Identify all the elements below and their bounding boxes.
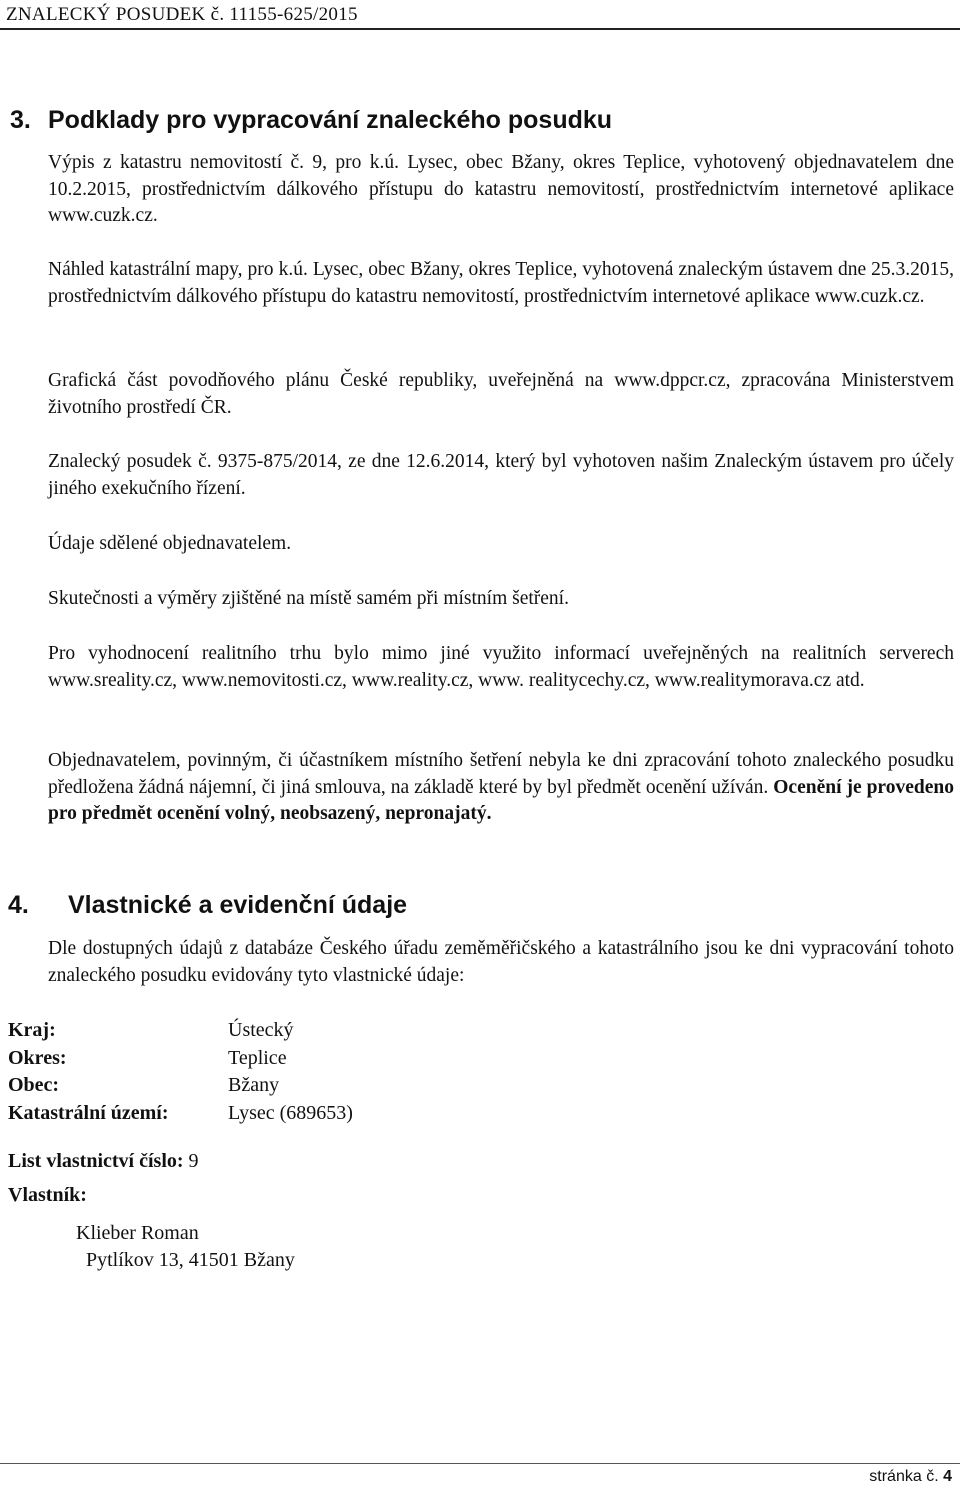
info-row-municipality (8, 1072, 353, 1100)
info-value: Teplice (228, 1046, 287, 1069)
section-4-number: 4. (8, 891, 29, 919)
info-value: Bžany (228, 1074, 280, 1096)
section-4-heading (8, 891, 407, 920)
info-row-district (8, 1045, 353, 1073)
paragraph-prior-report: Znalecký posudek č. 9375-875/2014, ze dne 12.6.2014, který byl vyhotoven našim Znaleckým ústavem pro účely jiného exekučního řízení. (48, 451, 954, 499)
ownership-sheet-label: List vlastnictví číslo: (8, 1150, 184, 1172)
document-title: ZNALECKÝ POSUDEK č. 11155-625/2015 (6, 4, 358, 25)
paragraph-katastr-extract: Výpis z katastru nemovitostí č. 9, pro k.ú. Lysec, obec Bžany, okres Teplice, vyhotovený objednavatelem dne 10.2.2015, prostřednictvím dálkového přístupu do katastru nemovitostí, prostřednictvím internetové aplikace www.cuzk.cz. (48, 152, 954, 226)
ownership-sheet-number (8, 1150, 199, 1173)
page-number (869, 1468, 952, 1486)
paragraph-flood-plan: Grafická část povodňového plánu České republiky, uveřejněná na www.dppcr.cz, zpracována Ministerstvem životního prostředí ČR. (48, 370, 954, 418)
paragraph-lease-statement (48, 748, 954, 828)
info-label: Obec: (8, 1074, 60, 1096)
section-3-title: Podklady pro vypracování znaleckého posudku (48, 106, 613, 134)
page-header (0, 0, 960, 30)
info-row-cadastral-area (8, 1100, 353, 1128)
page-number-label: stránka č. (869, 1468, 939, 1485)
info-row-region (8, 1017, 353, 1045)
section-3-number: 3. (10, 106, 31, 134)
footer-divider (0, 1463, 960, 1464)
paragraph-map-preview: Náhled katastrální mapy, pro k.ú. Lysec, obec Bžany, okres Teplice, vyhotovená znaleckým ústavem dne 25.3.2015, prostřednictvím dálkového přístupu do katastru nemovitostí, prostřednictvím internetové aplikace www.cuzk.cz. (48, 259, 954, 307)
info-value: Ústecký (228, 1019, 294, 1041)
info-label: Okres: (8, 1046, 67, 1069)
section-3-heading (10, 106, 612, 135)
page-number-value: 4 (943, 1468, 952, 1485)
paragraph-client-data: Údaje sdělené objednavatelem. (48, 533, 292, 554)
owner-label: Vlastník: (8, 1184, 87, 1206)
paragraph-ownership-intro: Dle dostupných údajů z databáze Českého úřadu zeměměřičského a katastrálního jsou ke dni vypracování tohoto znaleckého posudku evidovány tyto vlastnické údaje: (48, 938, 954, 986)
info-value: Lysec (689653) (228, 1101, 353, 1124)
owner-address: Pytlíkov 13, 41501 Bžany (86, 1249, 295, 1271)
info-label: Katastrální území: (8, 1101, 169, 1124)
paragraph-market-sources: Pro vyhodnocení realitního trhu bylo mimo jiné využito informací uveřejněných na realitních serverech www.sreality.cz, www.nemovitosti.cz, www.reality.cz, www. realitycechy.cz, www.realitymorava.cz atd. (48, 643, 954, 691)
valuation-conclusion: Ocenění je provedeno pro předmět ocenění volný, neobsazený, nepronajatý. (48, 776, 954, 824)
owner-name: Klieber Roman (76, 1222, 199, 1244)
section-4-title: Vlastnické a evidenční údaje (68, 891, 408, 919)
info-label: Kraj: (8, 1019, 56, 1041)
ownership-sheet-value: 9 (188, 1150, 199, 1172)
property-info-table (8, 1017, 353, 1127)
paragraph-site-inspection: Skutečnosti a výměry zjištěné na místě samém při místním šetření. (48, 588, 569, 609)
lease-statement-text: Objednavatelem, povinným, či účastníkem místního šetření nebyla ke dni zpracování tohoto znaleckého posudku předložena žádná nájemní, či jiná smlouva, na základě které by byl předmět ocenění užíván. (48, 750, 954, 798)
